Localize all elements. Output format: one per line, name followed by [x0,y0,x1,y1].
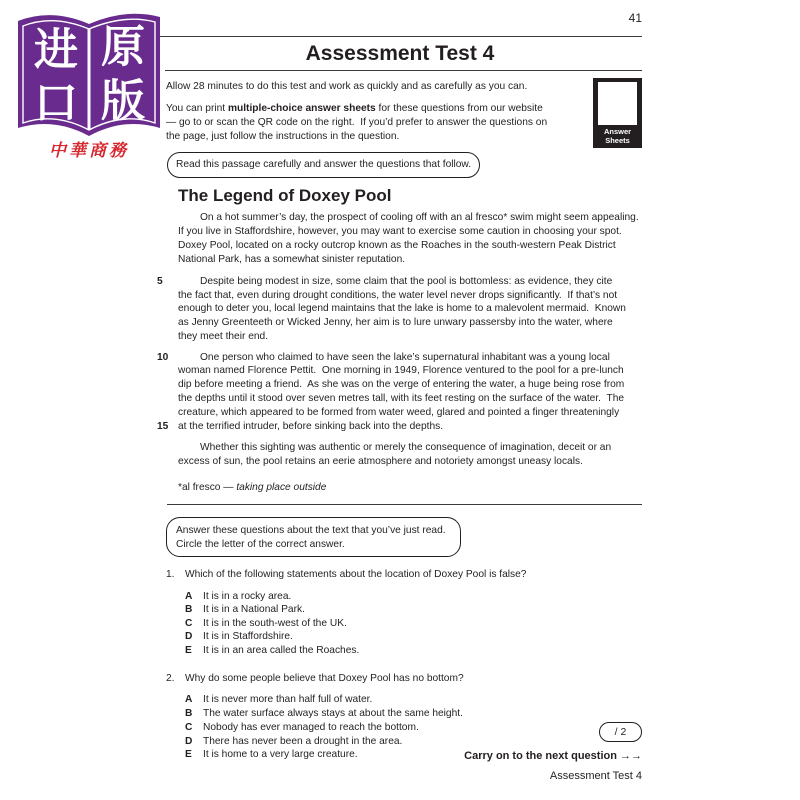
question-instructions-text: Answer these questions about the text that you’ve just read. [176,525,446,536]
page-number: 41 [628,11,642,25]
watermark-caption: 中華商務 [49,141,129,161]
section-divider [167,504,642,505]
passage-line: as Jenny Greenteeth or Wicked Jenny, her aim is to lure unwary passersby into the water, where [178,317,613,328]
header-rule [160,36,642,37]
footnote-definition: taking place outside [236,482,327,493]
passage-line: Doxey Pool, located on a rocky outcrop known as the Roaches in the south-western Peak District [178,240,616,251]
line-number: 10 [157,352,169,363]
reading-instruction-box [167,152,480,178]
answer-option [185,645,359,657]
intro-line: — go to or scan the QR code on the right. If you’d prefer to answer the questions on [166,117,548,128]
option-text: There has never been a drought in the area. [203,736,403,747]
option-letter: B [185,604,193,615]
passage-line: One person who claimed to have seen the lake’s supernatural inhabitant was a young local [200,352,610,363]
answer-sheets-label: Sheets [605,136,630,145]
watermark-character: 版 [101,75,145,127]
question-instructions-box [166,517,461,557]
answer-option [185,736,402,748]
answer-option [185,694,372,706]
option-text: It is in an area called the Roaches. [203,645,360,656]
question-text: Why do some people believe that Doxey Pool has no bottom? [185,673,464,684]
line-number: 15 [157,421,169,432]
passage-line: Despite being modest in size, some claim that the pool is bottomless: as evidence, they cite [200,276,613,287]
passage-line: dip before meeting a friend. As she was on the verge of entering the water, a huge being rose from [178,379,625,390]
intro-text: for these questions from our website [375,103,543,114]
answer-option [185,722,419,734]
intro-bold-text: multiple-choice answer sheets [227,103,376,114]
option-text: It is home to a very large creature. [203,749,358,760]
carry-on-text: Carry on to the next question [464,750,620,762]
carry-on-arrows: →→ [620,750,642,762]
passage-line: at the terrified intruder, before sinking back into the depths. [178,421,444,432]
option-text: It is in Staffordshire. [203,631,293,642]
passage-line: enough to deter you, local legend maintains that the lake is home to a malevolent mermaid. Known [178,303,626,314]
option-letter: B [185,708,193,719]
footnote [178,482,326,494]
option-letter: A [185,694,193,705]
option-text: It is in a National Park. [203,604,305,615]
reading-instruction-text: Read this passage carefully and answer the questions that follow. [176,159,472,170]
option-text: It is never more than half full of water. [203,694,373,705]
question-number: 1. [166,569,175,580]
option-letter: C [185,722,193,733]
intro-line: Allow 28 minutes to do this test and work as quickly and as carefully as you can. [166,81,528,92]
intro-line: the page, just follow the instructions in the question. [166,131,400,142]
option-letter: D [185,631,193,642]
passage-line: the depths until it stood over seven metres tall, with its feet resting on the surface of the water. The [178,393,625,404]
passage-line: the fact that, even during drought conditions, the water level never drops significantly. If that’s not [178,290,618,301]
passage-line: creature, which appeared to be formed from water weed, glared and pointed a finger threateningly [178,407,620,418]
watermark-character: 口 [34,77,78,129]
passage-line: Whether this sighting was authentic or merely the consequence of imagination, deceit or an [200,442,612,453]
option-text: Nobody has ever managed to reach the bottom. [203,722,419,733]
answer-option [185,708,463,720]
option-letter: C [185,618,193,629]
score-box: / 2 [599,722,642,742]
watermark-character: 进 [34,24,78,76]
passage-line: woman named Florence Pettit. One morning in 1949, Florence ventured to the pool for a pre-lunch [178,365,624,376]
passage-line: On a hot summer’s day, the prospect of cooling off with an al fresco* swim might seem appealing. [200,212,639,223]
answer-option [185,631,293,643]
watermark-logo [0,0,170,170]
option-text: It is in the south-west of the UK. [203,618,347,629]
option-text: It is in a rocky area. [203,591,292,602]
question-stem [166,569,526,581]
passage-line: If you live in Staffordshire, however, you may want to exercise some caution in choosing your spot. [178,226,622,237]
title-rule [165,70,642,71]
passage-title: The Legend of Doxey Pool [178,186,392,205]
passage-line: excess of sun, the pool retains an eerie atmosphere and notoriety amongst uneasy locals. [178,456,583,467]
answer-option [185,749,358,761]
question-stem [166,673,464,685]
qr-code [598,82,637,125]
intro-line [166,103,543,115]
answer-option [185,618,347,630]
carry-on-prompt [464,750,642,763]
option-text: The water surface always stays at about the same height. [203,708,463,719]
option-letter: D [185,736,193,747]
passage-line: National Park, has a somewhat sinister reputation. [178,254,406,265]
watermark-character: 原 [101,21,145,73]
option-letter: E [185,645,192,656]
question-text: Which of the following statements about the location of Doxey Pool is false? [185,569,527,580]
footnote-term: *al fresco — [178,482,237,493]
answer-option [185,604,305,616]
intro-text: You can print [166,103,228,114]
footer-section-label: Assessment Test 4 [549,770,642,782]
line-number: 5 [157,276,163,287]
answer-sheets-label: Answer [603,127,632,136]
option-letter: E [185,749,192,760]
question-instructions-text: Circle the letter of the correct answer. [176,539,345,550]
option-letter: A [185,591,193,602]
answer-option [185,591,291,603]
answer-sheets-badge [593,78,642,148]
passage-line: they meet their end. [178,331,269,342]
page-title: Assessment Test 4 [305,42,495,65]
question-number: 2. [166,673,175,684]
